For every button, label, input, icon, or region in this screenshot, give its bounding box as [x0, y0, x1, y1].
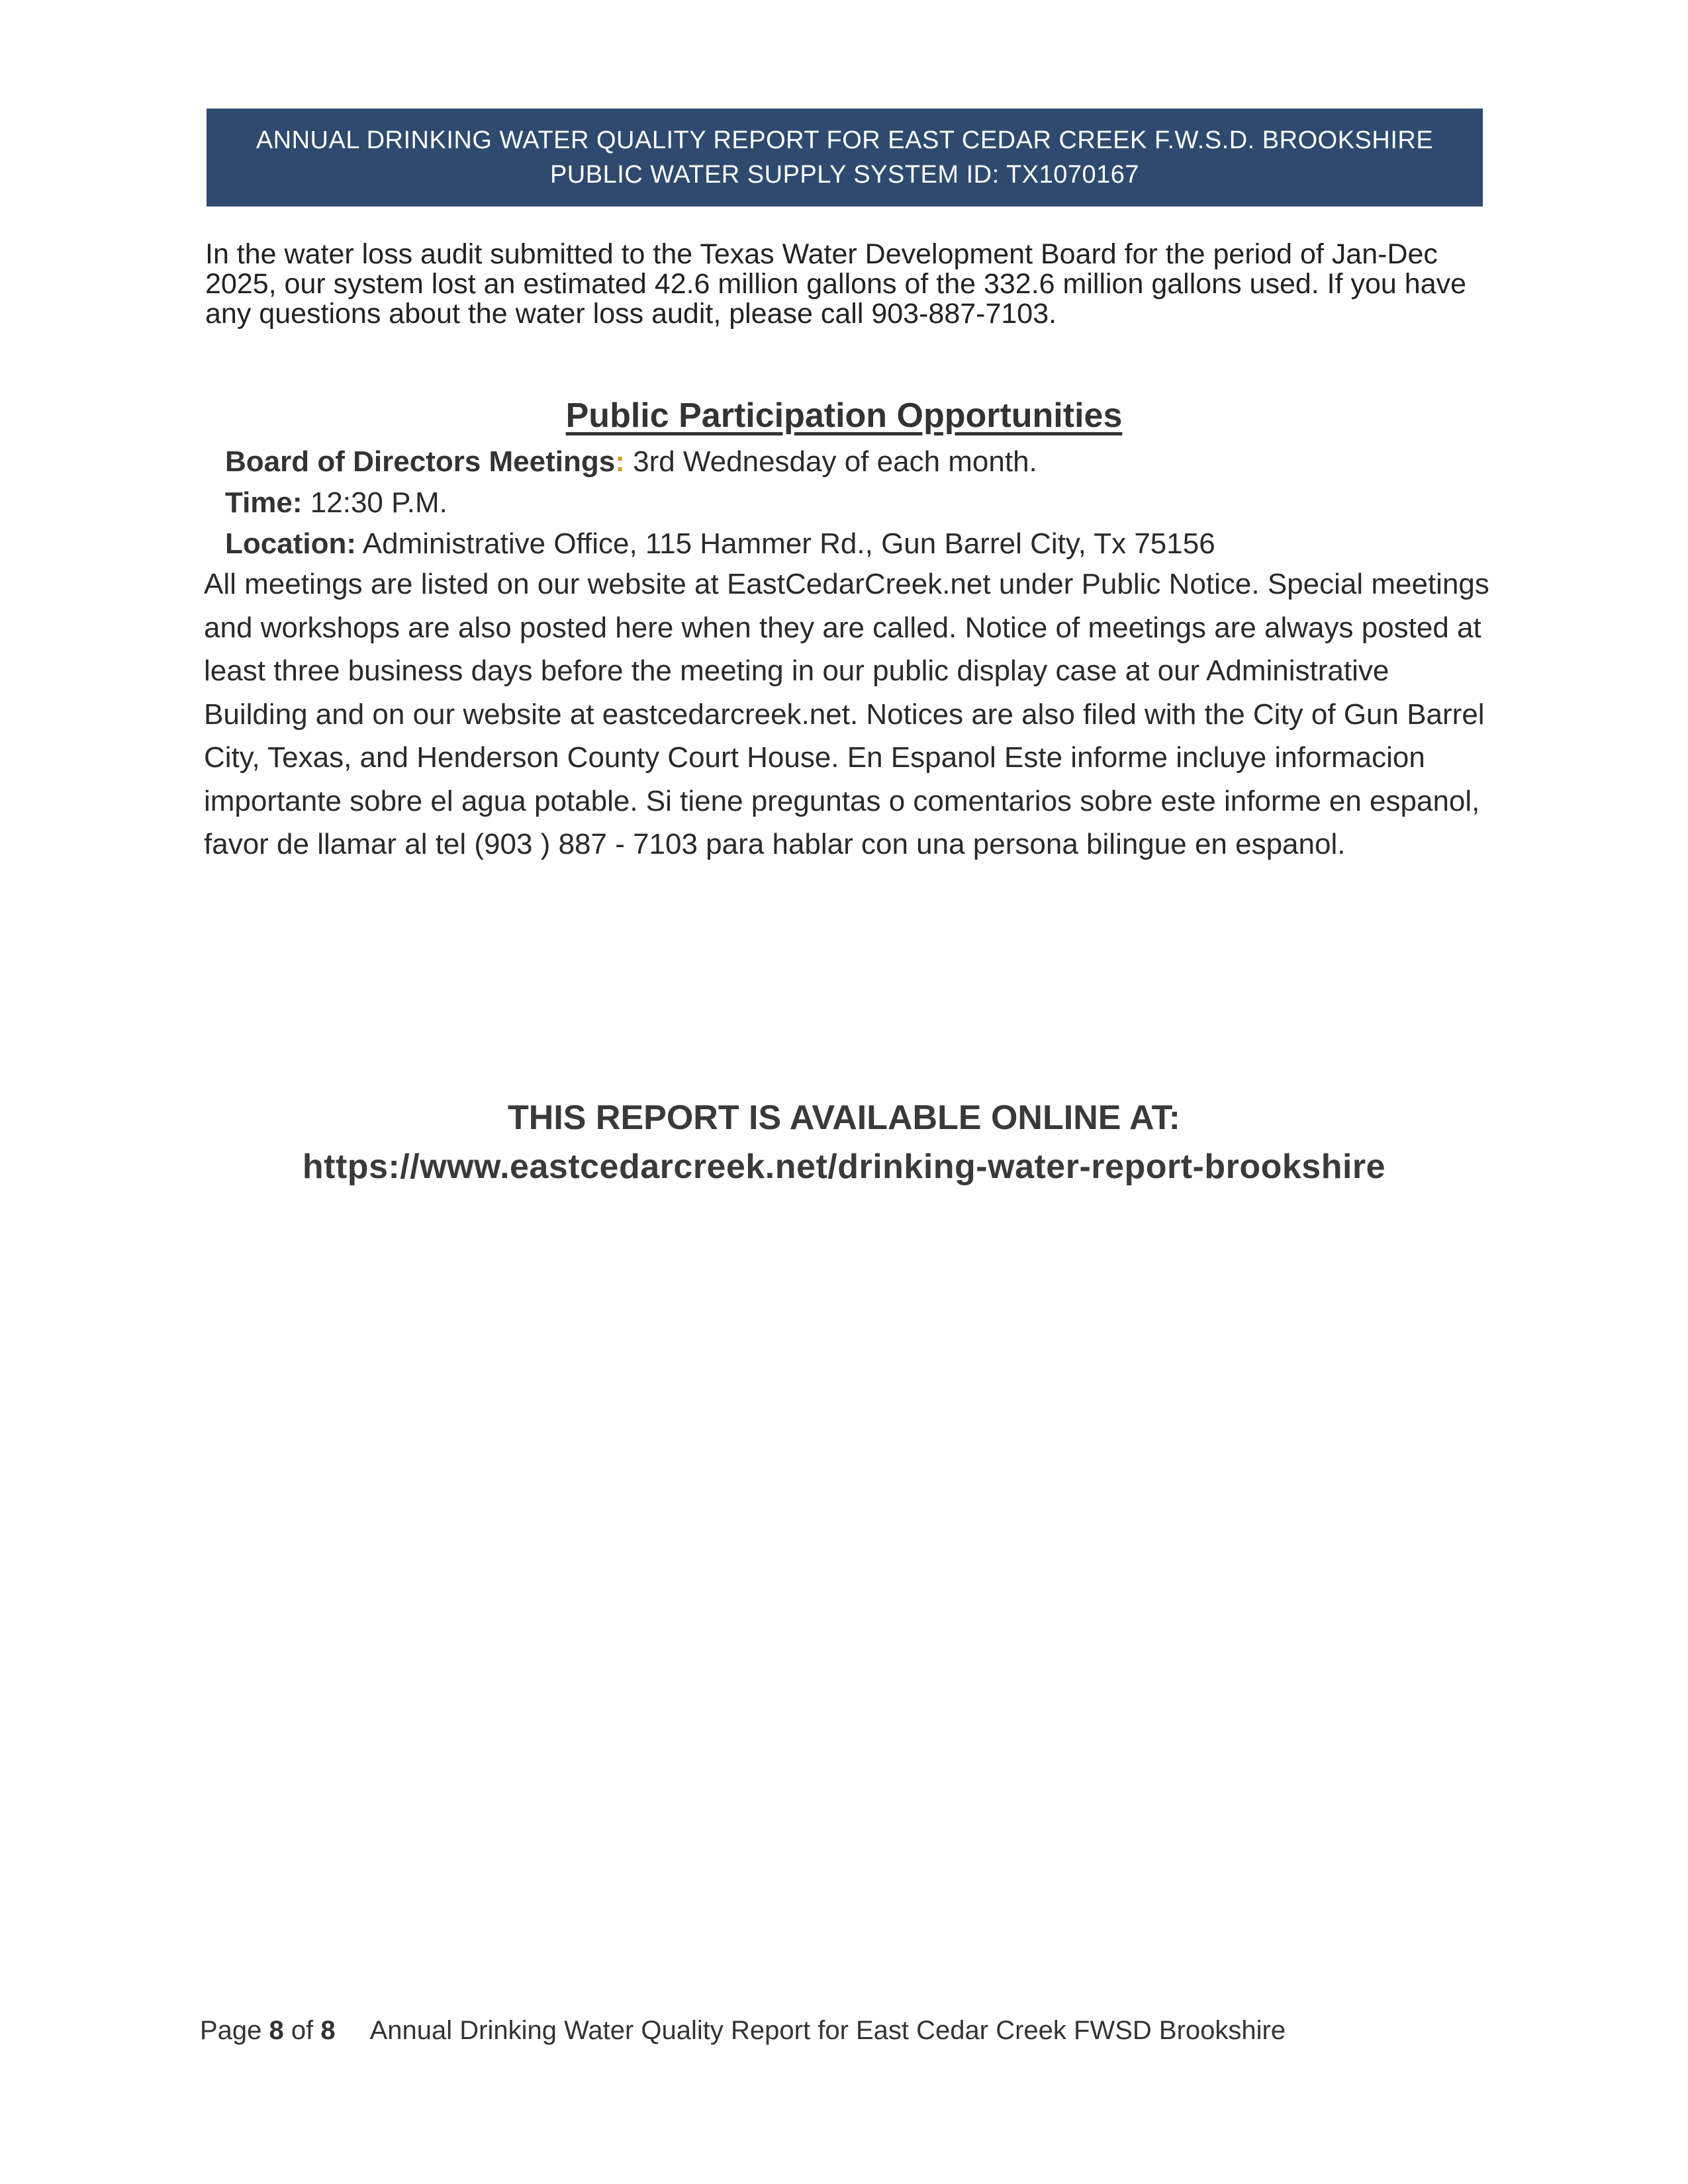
water-loss-audit-paragraph: In the water loss audit submitted to the Texas Water Development Board for the period of Jan-Dec 2025, our system lost an estimated 42.6 million gallons of the 332.6 million gallons used. If you have any questions about the water loss audit, please call 903-887-7103. [205, 238, 1467, 330]
meeting-location-label: Location: [225, 527, 356, 560]
report-url-link[interactable]: https://www.eastcedarcreek.net/drinking-water-report-brookshire [302, 1148, 1386, 1186]
meeting-time-value: 12:30 P.M. [302, 486, 447, 519]
board-meetings-label: Board of Directors Meetings [225, 445, 616, 478]
report-header-banner [207, 109, 1483, 206]
footer-of-word: of [283, 2016, 321, 2045]
online-availability-block [0, 1093, 1688, 1191]
header-title-line: ANNUAL DRINKING WATER QUALITY REPORT FOR EAST CEDAR CREEK F.W.S.D. BROOKSHIRE [256, 126, 1434, 154]
meeting-location-value: Administrative Office, 115 Hammer Rd., Gun Barrel City, Tx 75156 [355, 527, 1215, 560]
public-participation-heading: Public Participation Opportunities [565, 396, 1123, 435]
online-availability-title: THIS REPORT IS AVAILABLE ONLINE AT: [508, 1099, 1180, 1137]
board-meetings-value: 3rd Wednesday of each month. [624, 445, 1037, 478]
meeting-location-line [225, 524, 1215, 564]
page-footer [200, 2016, 1286, 2046]
footer-page-number: 8 [269, 2016, 284, 2045]
board-meetings-colon: : [615, 445, 625, 478]
footer-document-title: Annual Drinking Water Quality Report for East Cedar Creek FWSD Brookshire [369, 2016, 1286, 2045]
header-system-id-line: PUBLIC WATER SUPPLY SYSTEM ID: TX1070167 [549, 161, 1140, 189]
board-meetings-line [225, 442, 1037, 482]
footer-page-word: Page [200, 2016, 269, 2045]
meeting-time-line [225, 483, 447, 523]
footer-page-total: 8 [320, 2016, 336, 2045]
meeting-time-label: Time: [225, 486, 303, 519]
meetings-notice-paragraph: All meetings are listed on our website at EastCedarCreek.net under Public Notice. Special meetings and workshops are also posted here when they are called. Notice of meetings are always posted at least three business days before the meeting in our public display case at our Administrative Building and on our website at eastcedarcreek.net. Notices are also filed with the City of Gun Barrel City, Texas, and Henderson County Court House. En Espanol Este informe incluye informacion importante sobre el agua potable. Si tiene preguntas o comentarios sobre este informe en espanol, favor de llamar al tel (903 ) 887 - 7103 para hablar con una persona bilingue en espanol. [204, 568, 1489, 860]
